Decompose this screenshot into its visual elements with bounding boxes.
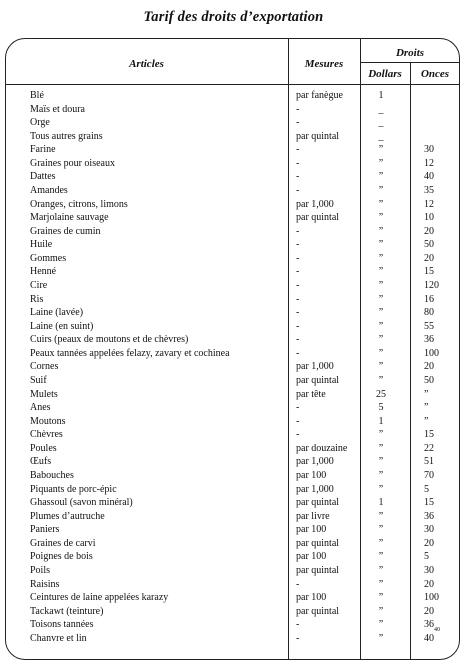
dollars-cell: ”: [378, 171, 384, 183]
dollars-cell: ”: [378, 483, 384, 495]
article-cell: Piquants de porc-épic: [30, 483, 117, 495]
table-row: [0, 401, 467, 415]
table-row: [0, 347, 467, 361]
article-cell: Graines pour oiseaux: [30, 157, 115, 169]
mesure-cell: par tête: [296, 388, 326, 400]
dollars-cell: ”: [378, 456, 384, 468]
dollars-cell: 25: [376, 388, 386, 400]
mesure-cell: -: [296, 402, 300, 414]
article-cell: Amandes: [30, 184, 68, 196]
article-cell: Anes: [30, 402, 51, 414]
onces-cell: ”: [424, 388, 429, 400]
dollars-cell: ”: [378, 510, 384, 522]
mesure-cell: par quintal: [296, 537, 340, 549]
onces-cell: 30: [424, 524, 434, 536]
article-cell: Cuirs (peaux de moutons et de chèvres): [30, 334, 189, 346]
mesure-cell: par 1,000: [296, 456, 334, 468]
mesure-cell: par quintal: [296, 605, 340, 617]
mesure-cell: -: [296, 184, 300, 196]
onces-cell: 50: [424, 374, 434, 386]
mesure-cell: -: [296, 103, 300, 115]
article-cell: Cornes: [30, 361, 59, 373]
article-cell: Poils: [30, 564, 51, 576]
dollars-cell: ”: [378, 605, 384, 617]
mesure-cell: -: [296, 334, 300, 346]
dollars-cell: ”: [378, 537, 384, 549]
table-row: [0, 333, 467, 347]
table-row: [0, 170, 467, 184]
mesure-cell: -: [296, 578, 300, 590]
table-row: [0, 591, 467, 605]
table-row: [0, 415, 467, 429]
dollars-cell: ”: [378, 429, 384, 441]
table-row: [0, 320, 467, 334]
mesure-cell: par 1,000: [296, 483, 334, 495]
mesure-cell: -: [296, 239, 300, 251]
mesure-cell: par 1,000: [296, 198, 334, 210]
article-cell: Gommes: [30, 252, 67, 264]
mesure-cell: par quintal: [296, 212, 340, 224]
dollars-cell: ”: [378, 578, 384, 590]
onces-cell: 20: [424, 252, 434, 264]
mesure-cell: par 100: [296, 551, 327, 563]
onces-cell: 40: [424, 171, 434, 183]
dollars-cell: ”: [378, 374, 384, 386]
article-cell: Maïs et doura: [30, 103, 85, 115]
dollars-cell: ”: [378, 225, 384, 237]
onces-cell: 36: [424, 619, 434, 631]
onces-cell: 20: [424, 225, 434, 237]
table-row: [0, 293, 467, 307]
article-cell: Huile: [30, 239, 53, 251]
table-row: [0, 388, 467, 402]
onces-cell: 120: [424, 279, 439, 291]
table-row: [0, 496, 467, 510]
onces-cell: 30: [424, 144, 434, 156]
dollars-cell: ”: [378, 361, 384, 373]
mesure-cell: -: [296, 252, 300, 264]
onces-cell: 51: [424, 456, 434, 468]
mesure-cell: par 100: [296, 524, 327, 536]
article-cell: Cire: [30, 279, 48, 291]
onces-cell: 15: [424, 266, 434, 278]
onces-cell: 35: [424, 184, 434, 196]
table-row: [0, 455, 467, 469]
onces-cell: 20: [424, 605, 434, 617]
article-cell: Chanvre et lin: [30, 632, 87, 644]
mesure-cell: par quintal: [296, 564, 340, 576]
article-cell: Graines de carvi: [30, 537, 96, 549]
table-row: [0, 618, 467, 632]
mesure-cell: par 100: [296, 469, 327, 481]
dollars-cell: ”: [378, 239, 384, 251]
dollars-cell: ”: [378, 293, 384, 305]
article-cell: Blé: [30, 90, 44, 101]
dollars-cell: 5: [378, 402, 384, 414]
mesure-cell: par 1,000: [296, 361, 334, 373]
dollars-cell: ”: [378, 266, 384, 278]
dollars-cell: ”: [378, 184, 384, 196]
onces-cell: 20: [424, 537, 434, 549]
article-cell: Tackawt (teinture): [30, 605, 104, 617]
table-row: [0, 523, 467, 537]
dollars-cell: ”: [378, 347, 384, 359]
table-row: [0, 564, 467, 578]
article-cell: Babouches: [30, 469, 74, 481]
dollars-cell: 1: [378, 90, 384, 101]
mesure-cell: -: [296, 320, 300, 332]
table-row: [0, 428, 467, 442]
table-row: [0, 537, 467, 551]
header-articles: Articles: [129, 58, 164, 70]
dollars-cell: ”: [378, 564, 384, 576]
dollars-cell: ”: [378, 157, 384, 169]
article-cell: Graines de cumin: [30, 225, 101, 237]
table-row: [0, 578, 467, 592]
table-row: [0, 306, 467, 320]
article-cell: Suif: [30, 374, 47, 386]
header-mesures: Mesures: [304, 58, 344, 70]
onces-cell: 50: [424, 239, 434, 251]
article-cell: Dattes: [30, 171, 56, 183]
table-row: [0, 252, 467, 266]
onces-cell: 15: [424, 429, 434, 441]
mesure-cell: -: [296, 117, 300, 129]
article-cell: Ris: [30, 293, 44, 305]
table-row: [0, 238, 467, 252]
dollars-cell: ”: [378, 252, 384, 264]
dollars-cell: ”: [378, 592, 384, 604]
article-cell: Paniers: [30, 524, 60, 536]
table-row: [0, 89, 467, 103]
dollars-cell: ”: [378, 307, 384, 319]
page-title: Tarif des droits d’exportation: [143, 9, 324, 25]
onces-cell: 20: [424, 361, 434, 373]
onces-cell: 15: [424, 497, 434, 509]
article-cell: Peaux tannées appelées felazy, zavary et cochinea: [30, 347, 230, 359]
article-cell: Laine (en suint): [30, 320, 94, 332]
dollars-cell: ”: [378, 524, 384, 536]
mesure-cell: -: [296, 347, 300, 359]
article-cell: Oranges, citrons, limons: [30, 198, 128, 210]
onces-cell: 30: [424, 564, 434, 576]
onces-cell: 100: [424, 347, 439, 359]
mesure-cell: -: [296, 144, 300, 156]
mesure-cell: par douzaine: [296, 442, 348, 454]
table-row: [0, 198, 467, 212]
onces-cell: 10: [424, 212, 434, 224]
onces-cell: 5: [424, 483, 429, 495]
dollars-cell: ”: [378, 334, 384, 346]
table-row: [0, 605, 467, 619]
dollars-cell: _: [378, 103, 384, 115]
article-cell: Poules: [30, 442, 57, 454]
mesure-cell: -: [296, 429, 300, 441]
article-cell: Plumes d’autruche: [30, 510, 105, 522]
table-row: [0, 225, 467, 239]
article-cell: Toisons tannées: [30, 619, 94, 631]
article-cell: Ceintures de laine appelées karazy: [30, 592, 169, 604]
article-cell: Orge: [30, 117, 50, 129]
table-row: [0, 211, 467, 225]
mesure-cell: par fanègue: [296, 90, 343, 101]
onces-cell: 22: [424, 442, 434, 454]
mesure-cell: -: [296, 632, 300, 644]
article-cell: Ghassoul (savon minéral): [30, 497, 133, 509]
onces-cell: 100: [424, 592, 439, 604]
onces-cell: 36: [424, 334, 434, 346]
table-row: [0, 442, 467, 456]
onces-cell: ”: [424, 415, 429, 427]
onces-cell: 70: [424, 469, 434, 481]
table-row: [0, 265, 467, 279]
table-row: [0, 103, 467, 117]
onces-cell: 36: [424, 510, 434, 522]
article-cell: Raisins: [30, 578, 60, 590]
table-row: [0, 469, 467, 483]
onces-cell: 5: [424, 551, 429, 563]
table-row: Chanvre et lin - ” 40 40: [30, 626, 440, 644]
article-cell: Farine: [30, 144, 56, 156]
mesure-cell: par 100: [296, 592, 327, 604]
article-cell: Mulets: [30, 388, 58, 400]
mesure-cell: -: [296, 415, 300, 427]
mesure-cell: -: [296, 225, 300, 237]
dollars-cell: _: [378, 117, 384, 129]
article-cell: Tous autres grains: [30, 130, 103, 142]
article-cell: Œufs: [30, 456, 52, 468]
dollars-cell: ”: [378, 320, 384, 332]
table-row: [0, 360, 467, 374]
dollars-cell: ”: [378, 632, 384, 644]
table-row: [0, 184, 467, 198]
onces-cell: 16: [424, 293, 434, 305]
onces-cell: 80: [424, 307, 434, 319]
article-cell: Poignes de bois: [30, 551, 93, 563]
article-cell: Chèvres: [30, 429, 63, 441]
header-bottom-rule: [5, 84, 460, 85]
table-row: [0, 483, 467, 497]
article-cell: Marjolaine sauvage: [30, 212, 109, 224]
header-onces: Onces: [420, 68, 450, 80]
dollars-cell: _: [378, 130, 384, 142]
mesure-cell: -: [296, 171, 300, 183]
article-cell: Laine (lavée): [30, 307, 84, 319]
dollars-cell: ”: [378, 212, 384, 224]
table-row: [0, 143, 467, 157]
header-dollars: Dollars: [368, 68, 402, 80]
table-row: [0, 130, 467, 144]
header-droits: Droits: [395, 47, 425, 59]
table-row: [0, 279, 467, 293]
mesure-cell: -: [296, 279, 300, 291]
dollars-cell: ”: [378, 619, 384, 631]
dollars-cell: ”: [378, 279, 384, 291]
table-row: [0, 116, 467, 130]
mesure-cell: -: [296, 307, 300, 319]
mesure-cell: -: [296, 619, 300, 631]
article-cell: Moutons: [30, 415, 66, 427]
onces-cell: 12: [424, 198, 434, 210]
table-row: [0, 374, 467, 388]
dollars-cell: ”: [378, 469, 384, 481]
mesure-cell: par quintal: [296, 374, 340, 386]
table-row: [0, 550, 467, 564]
mesure-cell: par livre: [296, 510, 330, 522]
mesure-cell: -: [296, 157, 300, 169]
dollars-cell: ”: [378, 551, 384, 563]
dollars-cell: 1: [378, 415, 384, 427]
article-cell: Henné: [30, 266, 57, 278]
mesure-cell: -: [296, 266, 300, 278]
onces-cell: ”: [424, 402, 429, 414]
dollars-cell: ”: [378, 442, 384, 454]
onces-cell: 12: [424, 157, 434, 169]
onces-cell: 40: [424, 632, 434, 644]
table-row: [0, 157, 467, 171]
dollars-cell: ”: [378, 144, 384, 156]
table-row: [0, 510, 467, 524]
dollars-cell: ”: [378, 198, 384, 210]
mesure-cell: par quintal: [296, 497, 340, 509]
mesure-cell: par quintal: [296, 130, 340, 142]
onces-cell: 55: [424, 320, 434, 332]
onces-cell: 20: [424, 578, 434, 590]
mesure-cell: -: [296, 293, 300, 305]
dollars-cell: 1: [378, 497, 384, 509]
